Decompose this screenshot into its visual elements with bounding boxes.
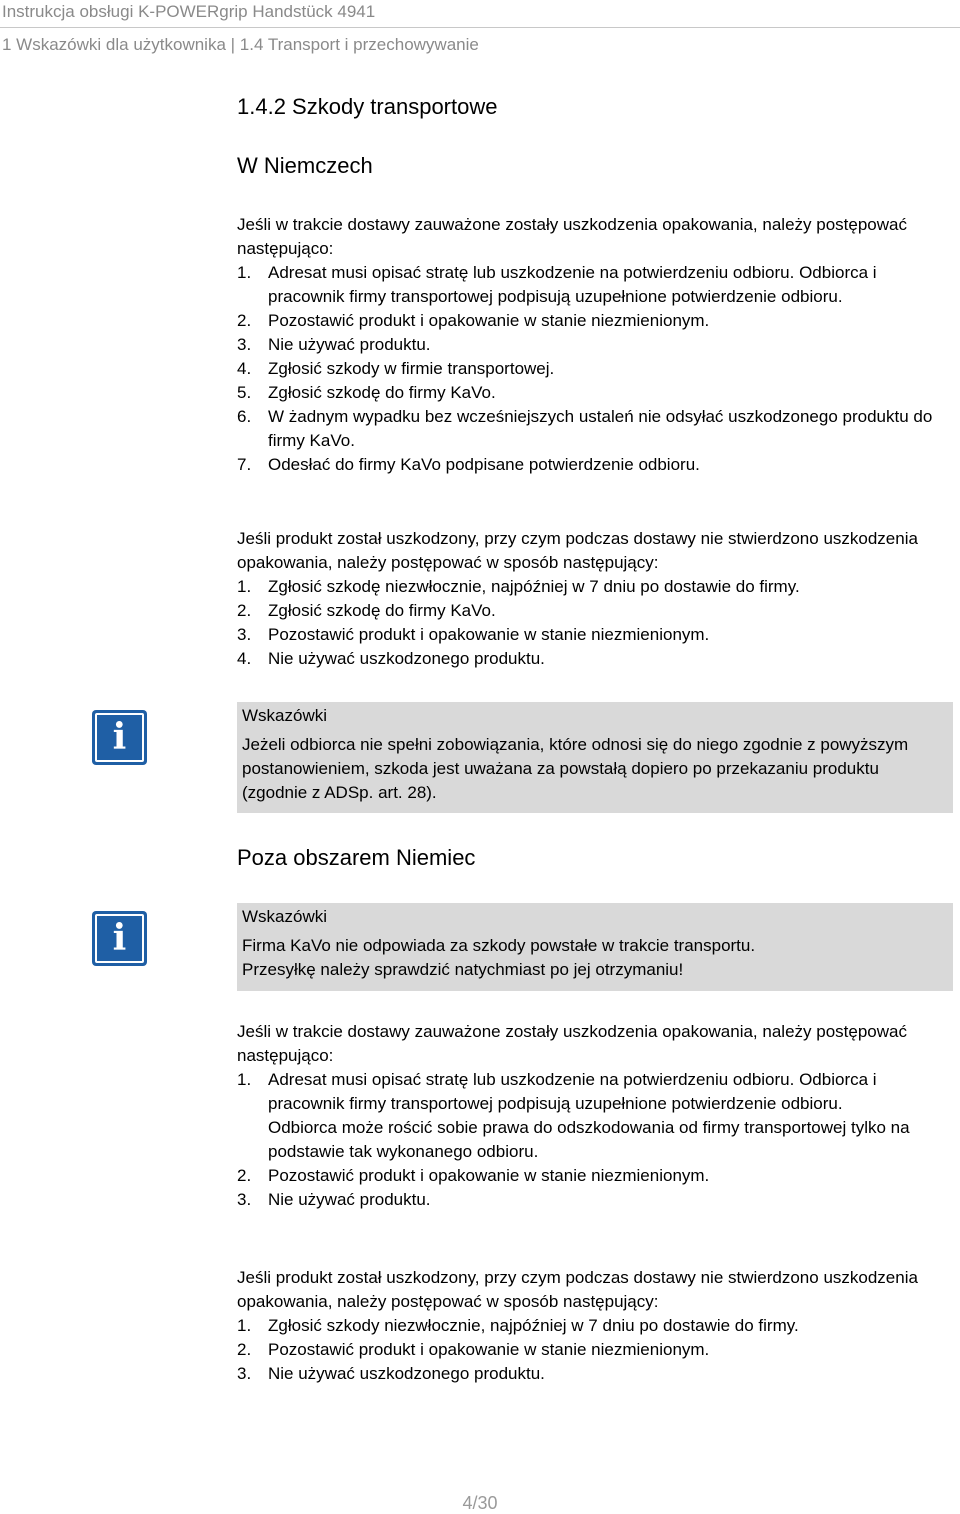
- note-text: Firma KaVo nie odpowiada za szkody powstałe w trakcie transportu.: [242, 936, 756, 955]
- out-product-intro: Jeśli produkt został uszkodzony, przy czym podczas dostawy nie stwierdzono uszkodzenia opakowania, należy postępować w sposób następujący:: [237, 1268, 918, 1311]
- list-item: 3. Nie używać produktu.: [237, 335, 431, 354]
- outside-heading: Poza obszarem Niemiec: [237, 845, 476, 870]
- list-item: 1. Zgłosić szkody niezwłocznie, najpóźniej w 7 dniu po dostawie do firmy.: [237, 1316, 799, 1335]
- list-item: 3. Nie używać uszkodzonego produktu.: [237, 1364, 545, 1383]
- out-packaging-intro: Jeśli w trakcie dostawy zauważone zostały uszkodzenia opakowania, należy postępować następująco:: [237, 1022, 907, 1065]
- out-packaging-list: [237, 1068, 952, 1212]
- page-number: 4/30: [462, 1493, 498, 1513]
- list-item: 2. Zgłosić szkodę do firmy KaVo.: [237, 601, 496, 620]
- de-packaging-list: [237, 261, 952, 477]
- list-item: 7. Odesłać do firmy KaVo podpisane potwierdzenie odbioru.: [237, 455, 700, 474]
- section-heading: 1.4.2 Szkody transportowe: [237, 94, 498, 119]
- list-item: 6. W żadnym wypadku bez wcześniejszych ustaleń nie odsyłać uszkodzonego produktu do firmy KaVo.: [237, 407, 933, 450]
- de-product-intro: Jeśli produkt został uszkodzony, przy czym podczas dostawy nie stwierdzono uszkodzenia opakowania, należy postępować w sposób następujący:: [237, 529, 918, 572]
- list-item: 5. Zgłosić szkodę do firmy KaVo.: [237, 383, 496, 402]
- list-item: 2. Pozostawić produkt i opakowanie w stanie niezmienionym.: [237, 1340, 710, 1359]
- note-text: Przesyłkę należy sprawdzić natychmiast po jej otrzymaniu!: [242, 960, 684, 979]
- list-item: 3. Nie używać produktu.: [237, 1190, 431, 1209]
- list-item: 2. Pozostawić produkt i opakowanie w stanie niezmienionym.: [237, 311, 710, 330]
- out-product-list: [237, 1314, 952, 1386]
- note-box: [237, 903, 953, 991]
- info-icon: [92, 911, 147, 966]
- de-packaging-intro: Jeśli w trakcie dostawy zauważone zostały uszkodzenia opakowania, należy postępować następująco:: [237, 215, 907, 258]
- document-title: Instrukcja obsługi K-POWERgrip Handstück 4941: [0, 0, 960, 28]
- info-icon: [92, 710, 147, 765]
- note-box: [237, 702, 953, 813]
- note-title: Wskazówki: [242, 706, 328, 725]
- note-text: Jeżeli odbiorca nie spełni zobowiązania, które odnosi się do niego zgodnie z powyższym postanowieniem, szkoda jest uważana za powstałą dopiero po przekazaniu produktu (zgodnie z ADSp. art. 28).: [242, 735, 909, 802]
- list-item: 1. Adresat musi opisać stratę lub uszkodzenie na potwierdzeniu odbioru. Odbiorca i pracownik firmy transportowej podpisują uzupełnione potwierdzenie odbioru.: [237, 263, 877, 306]
- list-item: 4. Zgłosić szkody w firmie transportowej.: [237, 359, 555, 378]
- list-item: 1. Zgłosić szkodę niezwłocznie, najpóźniej w 7 dniu po dostawie do firmy.: [237, 577, 800, 596]
- germany-heading: W Niemczech: [237, 153, 373, 178]
- list-item: 4. Nie używać uszkodzonego produktu.: [237, 649, 545, 668]
- list-item: 1. Adresat musi opisać stratę lub uszkodzenie na potwierdzeniu odbioru. Odbiorca i pracownik firmy transportowej podpisują uzupełnione potwierdzenie odbioru. Odbiorca może rościć sobie prawa do odszkodowania od firmy transportowej tylko na podstawie tak wykonanego odbioru.: [237, 1070, 910, 1161]
- de-product-list: [237, 575, 952, 671]
- list-item: 3. Pozostawić produkt i opakowanie w stanie niezmienionym.: [237, 625, 710, 644]
- breadcrumb: 1 Wskazówki dla użytkownika | 1.4 Transport i przechowywanie: [2, 35, 479, 54]
- note-title: Wskazówki: [242, 907, 328, 926]
- list-item: 2. Pozostawić produkt i opakowanie w stanie niezmienionym.: [237, 1166, 710, 1185]
